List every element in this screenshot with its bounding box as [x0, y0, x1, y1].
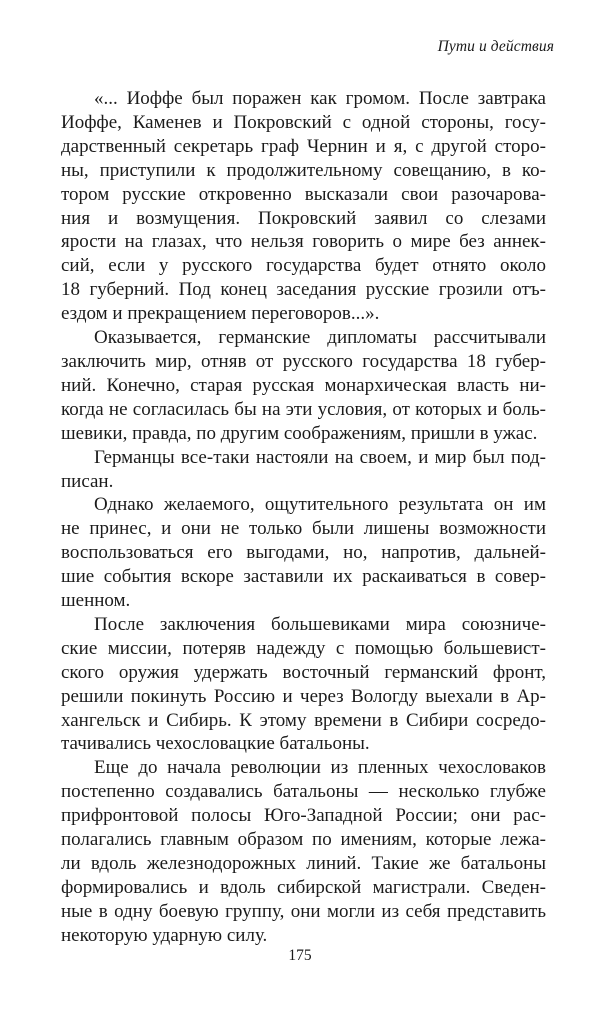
text-line: шевики, правда, по другим соображениям, пришли в ужас. [61, 422, 538, 444]
text-line: ские миссии, потеряв надежду с помощью большевист- [61, 637, 546, 659]
text-line: «... Иоффе был поражен как громом. После завтрака [94, 88, 546, 109]
text-line: писан. [61, 470, 114, 492]
text-line: 18 губерний. Под конец заседания русские грозили отъ- [61, 279, 546, 301]
text-line: когда не согласилась бы на эти условия, от которых и боль- [61, 398, 546, 420]
text-line: заключить мир, отняв от русского государства 18 губер- [61, 350, 546, 372]
text-line: Оказывается, германские дипломаты рассчитывали [94, 327, 546, 349]
text-line: ли вдоль железнодорожных линий. Такие же батальоны [61, 853, 546, 874]
text-line: тачивались чехословацкие батальоны. [61, 733, 370, 755]
text-line: шенном. [61, 590, 131, 612]
text-line: некоторую ударную силу. [61, 924, 268, 946]
text-line: ского оружия удержать восточный германский фронт, [61, 661, 546, 683]
text-line: прифронтовой полосы Юго-Западной России; они рас- [61, 805, 546, 827]
body-paragraph [61, 326, 546, 446]
text-line: ний. Конечно, старая русская монархическая власть ни- [61, 374, 546, 396]
text-line: хангельск и Сибирь. К этому времени в Сибири сосредо- [61, 709, 546, 731]
body-paragraph [61, 613, 546, 756]
text-line: сий, если у русского государства будет отнято около [61, 255, 546, 277]
text-line: После заключения большевиками мира союзниче- [94, 613, 546, 635]
text-line: ярости на глазах, что нельзя говорить о мире без аннек- [61, 231, 546, 253]
text-line: Однако желаемого, ощутительного результата он им [94, 494, 546, 516]
text-line: формировались и вдоль сибирской магистрали. Сведен- [61, 876, 546, 898]
text-line: ния и возмущения. Покровский заявил со слезами [61, 207, 546, 229]
text-line: ездом и прекращением переговоров...». [61, 303, 380, 325]
page-body [61, 87, 546, 948]
page-number: 175 [288, 947, 312, 964]
text-line: решили покинуть Россию и через Вологду выехали в Ар- [61, 685, 546, 707]
text-line: полагались главным образом по имениям, которые лежа- [61, 829, 546, 851]
text-line: ны, приступили к продолжительному совещанию, в ко- [61, 159, 546, 181]
body-paragraph [61, 87, 546, 326]
body-paragraph [61, 446, 546, 494]
body-paragraph [61, 493, 546, 613]
body-paragraph [61, 756, 546, 947]
text-line: Германцы все-таки настояли на своем, и мир был под- [94, 446, 546, 468]
text-line: воспользоваться его выгодами, но, напротив, дальней- [61, 542, 546, 564]
text-line: ные в одну боевую группу, они могли из себя представить [61, 900, 546, 922]
text-line: Иоффе, Каменев и Покровский с одной стороны, госу- [61, 111, 546, 133]
text-line: дарственный секретарь граф Чернин и я, с другой сторо- [61, 135, 546, 157]
text-line: Еще до начала революции из пленных чехословаков [94, 757, 546, 779]
running-header: Пути и действия [437, 38, 554, 55]
text-line: шие события вскоре заставили их раскаиваться в совер- [61, 566, 546, 588]
text-line: постепенно создавались батальоны — несколько глубже [61, 781, 546, 803]
text-line: тором русские откровенно высказали свои разочарова- [61, 183, 546, 205]
paragraph-list [61, 87, 546, 948]
text-line: не принес, и они не только были лишены возможности [61, 518, 546, 540]
